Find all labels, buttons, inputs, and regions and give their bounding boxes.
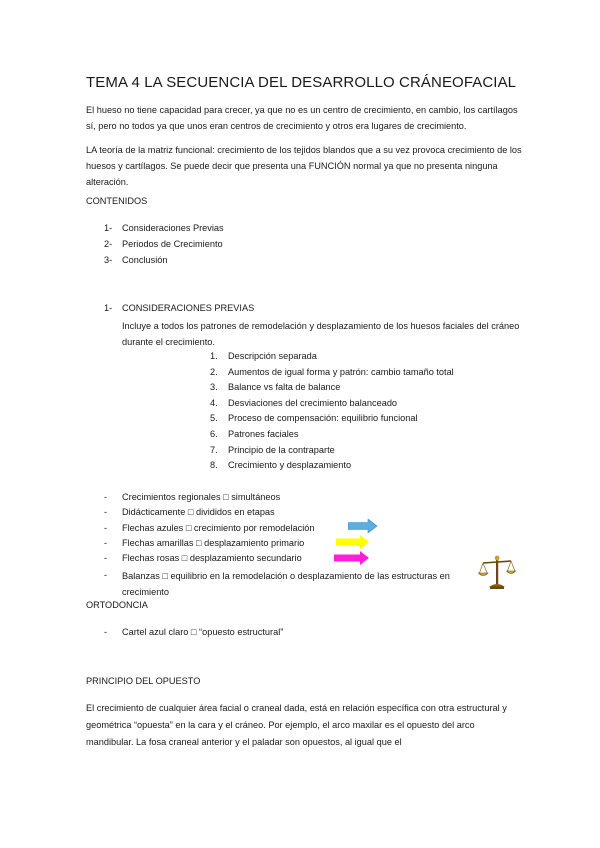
section-item: Desviaciones del crecimiento balanceado — [228, 398, 398, 408]
bullet-dash: - — [104, 538, 108, 548]
bullet-item: Flechas azules □ crecimiento por remodelación — [122, 523, 315, 533]
section-item-num: 2. — [210, 367, 218, 377]
bullet-item: Flechas amarillas □ desplazamiento primario — [122, 538, 305, 548]
balance-scale-icon — [478, 554, 516, 590]
section-item-num: 4. — [210, 398, 218, 408]
intro-paragraph-2: LA teoría de la matriz funcional: crecimiento de los tejidos blandos que a su vez provoca crecimiento de los huesos y cartílagos. Se puede decir que presenta una FUNCIÓN normal ya que no presenta ninguna alteración. — [86, 145, 522, 187]
contents-item-num: 3- — [104, 255, 113, 265]
blue-arrow-icon — [348, 519, 378, 533]
section-item-num: 6. — [210, 429, 218, 439]
section-num: 1- — [104, 303, 113, 313]
bullet-item: Didácticamente □ divididos en etapas — [122, 507, 275, 517]
contents-item-num: 1- — [104, 223, 113, 233]
yellow-arrow-icon — [336, 535, 370, 549]
contents-item: Consideraciones Previas — [122, 223, 224, 233]
bullet-dash: - — [104, 492, 108, 502]
section-item: Descripción separada — [228, 351, 317, 361]
principle-paragraph: El crecimiento de cualquier área facial o craneal dada, está en relación específica con otra estructural y geométrica “opuesta” en la cara y el cráneo. Por ejemplo, el arco maxilar es el opuesto del arco mandibular. La fosa craneal anterior y el paladar son opuestos, al igual que el — [86, 703, 507, 747]
ortodoncia-dash: - — [104, 627, 108, 637]
section-item-num: 7. — [210, 445, 218, 455]
bullet-dash: - — [104, 553, 108, 563]
section-item: Principio de la contraparte — [228, 445, 335, 455]
bullet-dash: - — [104, 570, 108, 580]
bullet-item: Balanzas □ equilibrio en la remodelación o desplazamiento de las estructuras en crecimiento — [122, 571, 450, 597]
section-item: Proceso de compensación: equilibrio funcional — [228, 413, 418, 423]
section-item: Patrones faciales — [228, 429, 299, 439]
bullet-dash: - — [104, 507, 108, 517]
section-item-num: 3. — [210, 382, 218, 392]
section-heading: CONSIDERACIONES PREVIAS — [122, 303, 255, 313]
contents-item: Conclusión — [122, 255, 168, 265]
section-item: Balance vs falta de balance — [228, 382, 341, 392]
section-item-num: 5. — [210, 413, 218, 423]
page-title: TEMA 4 LA SECUENCIA DEL DESARROLLO CRÁNEOFACIAL — [86, 74, 517, 91]
principle-heading: PRINCIPIO DEL OPUESTO — [86, 676, 201, 686]
contents-heading: CONTENIDOS — [86, 196, 148, 206]
bullet-item: Crecimientos regionales □ simultáneos — [122, 492, 281, 502]
ortodoncia-heading: ORTODONCIA — [86, 600, 148, 610]
section-description: Incluye a todos los patrones de remodelación y desplazamiento de los huesos faciales del cráneo durante el crecimiento. — [122, 321, 520, 347]
bullet-item: Flechas rosas □ desplazamiento secundario — [122, 553, 302, 563]
bullet-dash: - — [104, 523, 108, 533]
contents-item-num: 2- — [104, 239, 113, 249]
intro-paragraph-1: El hueso no tiene capacidad para crecer, ya que no es un centro de crecimiento, en cambio, los cartílagos sí, pero no todos ya que unos eran centros de crecimiento y otros era lugares de crecimiento. — [86, 105, 518, 131]
pink-arrow-icon — [334, 551, 370, 565]
section-item: Aumentos de igual forma y patrón: cambio tamaño total — [228, 367, 454, 377]
section-item: Crecimiento y desplazamiento — [228, 460, 352, 470]
section-item-num: 1. — [210, 351, 218, 361]
ortodoncia-item: Cartel azul claro □ “opuesto estructural” — [122, 627, 284, 637]
section-item-num: 8. — [210, 460, 218, 470]
contents-item: Periodos de Crecimiento — [122, 239, 223, 249]
